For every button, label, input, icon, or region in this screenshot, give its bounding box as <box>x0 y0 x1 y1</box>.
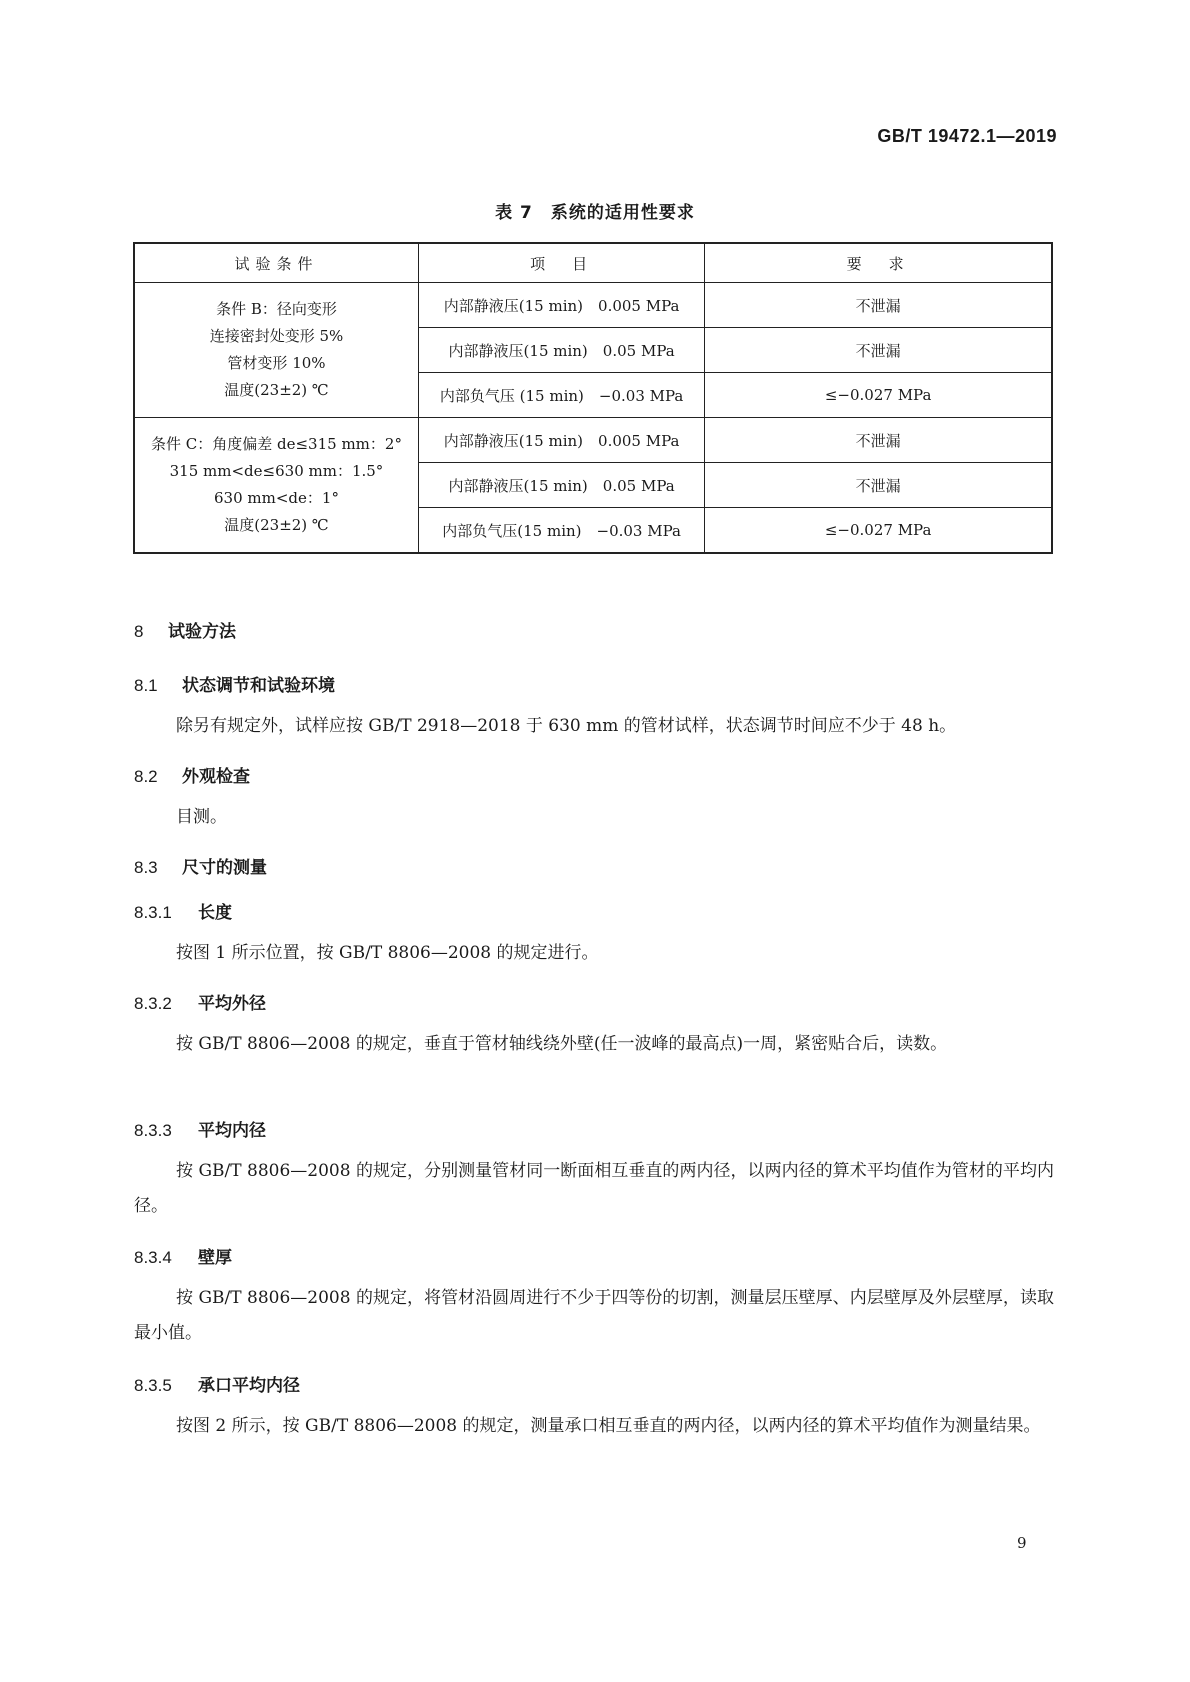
section-8-3-2-text <box>134 1027 1054 1062</box>
table-row <box>134 283 1052 328</box>
page-number: 9 <box>1017 1534 1027 1552</box>
section-8-1-text <box>134 709 1054 744</box>
condition-line: 630 mm<de：1° <box>214 489 339 507</box>
section-number: 8.3.2 <box>134 994 172 1013</box>
condition-line: 温度(23±2) ℃ <box>224 516 329 534</box>
condition-line: 条件 B：径向变形 <box>216 300 337 318</box>
standard-code: GB/T 19472.1—2019 <box>877 126 1057 146</box>
section-title: 状态调节和试验环境 <box>182 676 335 696</box>
section-title: 长度 <box>198 903 232 923</box>
paragraph: 按 GB/T 8806—2008 的规定，将管材沿圆周进行不少于四等份的切割，测量层压壁厚、内层壁厚及外层壁厚，读取最小值。 <box>134 1288 1054 1343</box>
section-title: 平均外径 <box>198 994 266 1014</box>
col-header-condition: 试验条件 <box>134 243 418 283</box>
section-number: 8.3.1 <box>134 903 172 922</box>
condition-c-cell <box>134 418 418 554</box>
condition-b-cell <box>134 283 418 418</box>
col-header-requirement: 要 求 <box>705 243 1052 283</box>
paragraph: 除另有规定外，试样应按 GB/T 2918—2018 于 630 mm 的管材试样，状态调节时间应不少于 48 h。 <box>176 716 957 736</box>
section-number: 8.3.5 <box>134 1376 172 1395</box>
section-8-3-1-heading <box>134 898 232 923</box>
section-8-3-2-heading <box>134 989 266 1014</box>
section-8-3-5-text <box>134 1409 1054 1444</box>
paragraph: 按 GB/T 8806—2008 的规定，垂直于管材轴线绕外壁(任一波峰的最高点)一周，紧密贴合后，读数。 <box>176 1034 948 1054</box>
condition-line: 管材变形 10% <box>227 354 326 372</box>
condition-line: 315 mm<de≤630 mm：1.5° <box>169 462 384 480</box>
section-8-3-5-heading <box>134 1371 300 1396</box>
section-8-heading <box>134 617 236 642</box>
condition-line: 条件 C：角度偏差 de≤315 mm：2° <box>151 435 402 453</box>
section-title: 外观检查 <box>182 767 250 787</box>
requirement-cell: ≤−0.027 MPa <box>705 373 1052 418</box>
section-number: 8.3.3 <box>134 1121 172 1140</box>
section-number: 8.3 <box>134 858 158 877</box>
requirement-cell: 不泄漏 <box>705 328 1052 373</box>
table-caption: 表 7 系统的适用性要求 <box>495 203 695 223</box>
section-8-2-heading <box>134 762 250 787</box>
section-8-3-heading <box>134 853 267 878</box>
section-title: 试验方法 <box>168 622 236 642</box>
section-title: 承口平均内径 <box>198 1376 300 1396</box>
item-cell: 内部静液压(15 min) 0.005 MPa <box>418 283 704 328</box>
paragraph: 按图 1 所示位置，按 GB/T 8806—2008 的规定进行。 <box>176 943 599 963</box>
section-title: 壁厚 <box>198 1248 232 1268</box>
condition-line: 温度(23±2) ℃ <box>224 381 329 399</box>
section-8-3-4-heading <box>134 1243 232 1268</box>
section-8-3-3-heading <box>134 1116 266 1141</box>
condition-line: 连接密封处变形 5% <box>209 327 344 345</box>
section-8-1-heading <box>134 671 335 696</box>
table-header-row <box>134 243 1052 283</box>
item-cell: 内部静液压(15 min) 0.05 MPa <box>418 328 704 373</box>
table-row <box>134 418 1052 463</box>
section-number: 8.1 <box>134 676 158 695</box>
section-8-3-1-text <box>134 936 1054 971</box>
section-number: 8.2 <box>134 767 158 786</box>
paragraph: 按 GB/T 8806—2008 的规定，分别测量管材同一断面相互垂直的两内径，以两内径的算术平均值作为管材的平均内径。 <box>134 1161 1054 1216</box>
section-8-3-4-text <box>134 1281 1054 1351</box>
item-cell: 内部负气压(15 min) −0.03 MPa <box>418 508 704 554</box>
requirement-cell: 不泄漏 <box>705 463 1052 508</box>
section-8-3-3-text <box>134 1154 1054 1224</box>
paragraph: 按图 2 所示，按 GB/T 8806—2008 的规定，测量承口相互垂直的两内径，以两内径的算术平均值作为测量结果。 <box>176 1416 1041 1436</box>
item-cell: 内部负气压 (15 min) −0.03 MPa <box>418 373 704 418</box>
section-title: 平均内径 <box>198 1121 266 1141</box>
requirement-cell: 不泄漏 <box>705 283 1052 328</box>
section-number: 8 <box>134 622 144 641</box>
requirement-cell: 不泄漏 <box>705 418 1052 463</box>
col-header-item: 项 目 <box>418 243 704 283</box>
item-cell: 内部静液压(15 min) 0.005 MPa <box>418 418 704 463</box>
section-title: 尺寸的测量 <box>182 858 267 878</box>
requirement-cell: ≤−0.027 MPa <box>705 508 1052 554</box>
item-cell: 内部静液压(15 min) 0.05 MPa <box>418 463 704 508</box>
requirements-table <box>133 242 1053 554</box>
paragraph: 目测。 <box>176 807 227 827</box>
section-8-2-text <box>134 800 1054 835</box>
section-number: 8.3.4 <box>134 1248 172 1267</box>
